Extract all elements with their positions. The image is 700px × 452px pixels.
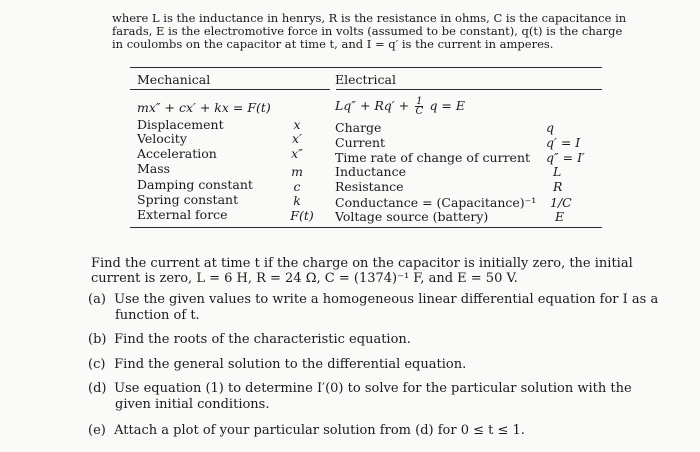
row-elec-label: Time rate of change of current: [335, 150, 531, 165]
row-mech-symbol: F(t): [290, 208, 314, 223]
question-label: (a): [88, 292, 106, 307]
row-elec-label: Current: [335, 135, 386, 150]
table-header-rule-mech: [130, 89, 330, 90]
problem-line-2: current is zero, L = 6 H, R = 24 Ω, C = (1374)⁻¹ F, and E = 50 V.: [91, 271, 518, 286]
row-mech-label: External force: [137, 207, 228, 222]
intro-line-2: farads, E is the electromotive force in volts (assumed to be constant), q(t) is the charge: [112, 24, 623, 38]
elec-eq-right: q = E: [429, 98, 465, 113]
question-item: [88, 357, 678, 373]
row-mech-symbol: x′: [292, 131, 302, 146]
mechanical-equation: mx″ + cx′ + kx = F(t): [137, 100, 271, 115]
problem-line-1: Find the current at time t if the charge on the capacitor is initially zero, the initial: [91, 256, 633, 271]
row-elec-symbol: R: [553, 179, 563, 194]
question-text-line-2: function of t.: [115, 308, 200, 323]
question-text-line-1: Attach a plot of your particular solution from (d) for 0 ≤ t ≤ 1.: [114, 423, 525, 438]
question-label: (b): [88, 332, 107, 347]
row-elec-label: Charge: [335, 120, 382, 135]
row-mech-label: Displacement: [137, 117, 224, 132]
elec-eq-left: Lq″ + Rq′ +: [335, 98, 410, 113]
header-electrical: Electrical: [335, 72, 396, 87]
row-elec-symbol: q′ = I: [546, 135, 581, 150]
row-elec-label: Resistance: [335, 179, 404, 194]
row-mech-label: Damping constant: [137, 177, 253, 192]
question-label: (d): [88, 381, 107, 396]
row-elec-symbol: L: [553, 164, 562, 179]
table-header-rule-elec: [336, 89, 602, 90]
row-elec-symbol: q: [546, 120, 555, 135]
problem-statement: [91, 256, 671, 286]
question-item: [88, 292, 678, 324]
question-label: (e): [88, 423, 106, 438]
question-text-line-1: Use equation (1) to determine I′(0) to solve for the particular solution with the: [114, 381, 632, 396]
frac-denominator: C: [415, 106, 424, 117]
intro-paragraph: [112, 12, 652, 51]
row-mech-symbol: k: [293, 193, 301, 208]
row-elec-label: Conductance = (Capacitance)⁻¹: [335, 195, 537, 210]
row-mech-label: Mass: [137, 161, 171, 176]
intro-line-3: in coulombs on the capacitor at time t, and I = q′ is the current in amperes.: [112, 37, 554, 51]
question-item: [88, 423, 678, 439]
question-item: [88, 332, 678, 348]
row-elec-symbol: q″ = I′: [546, 150, 585, 165]
row-elec-label: Voltage source (battery): [335, 209, 489, 224]
row-mech-symbol: x″: [291, 146, 303, 161]
row-mech-label: Acceleration: [137, 146, 217, 161]
row-mech-label: Velocity: [137, 131, 187, 146]
table-bottom-rule: [130, 227, 602, 228]
frac-numerator: 1: [416, 96, 423, 107]
intro-line-1: where L is the inductance in henrys, R is the resistance in ohms, C is the capacitance in: [112, 11, 627, 25]
row-mech-symbol: x: [293, 117, 301, 132]
row-elec-label: Inductance: [335, 164, 406, 179]
question-label: (c): [88, 357, 106, 372]
row-elec-symbol: E: [555, 209, 565, 224]
row-mech-symbol: c: [293, 179, 301, 194]
row-mech-symbol: m: [291, 164, 303, 179]
question-text-line-2: given initial conditions.: [115, 397, 270, 412]
question-item: [88, 381, 678, 413]
question-text-line-1: Find the general solution to the differential equation.: [114, 357, 467, 372]
header-mechanical: Mechanical: [137, 72, 211, 87]
question-text-line-1: Use the given values to write a homogeneous linear differential equation for I as a: [114, 292, 659, 307]
row-mech-label: Spring constant: [137, 192, 239, 207]
row-elec-symbol: 1/C: [550, 195, 572, 210]
electrical-equation: [335, 97, 465, 116]
table-top-rule: [130, 67, 602, 68]
elec-eq-fraction: [415, 97, 423, 116]
question-text-line-1: Find the roots of the characteristic equation.: [114, 332, 411, 347]
